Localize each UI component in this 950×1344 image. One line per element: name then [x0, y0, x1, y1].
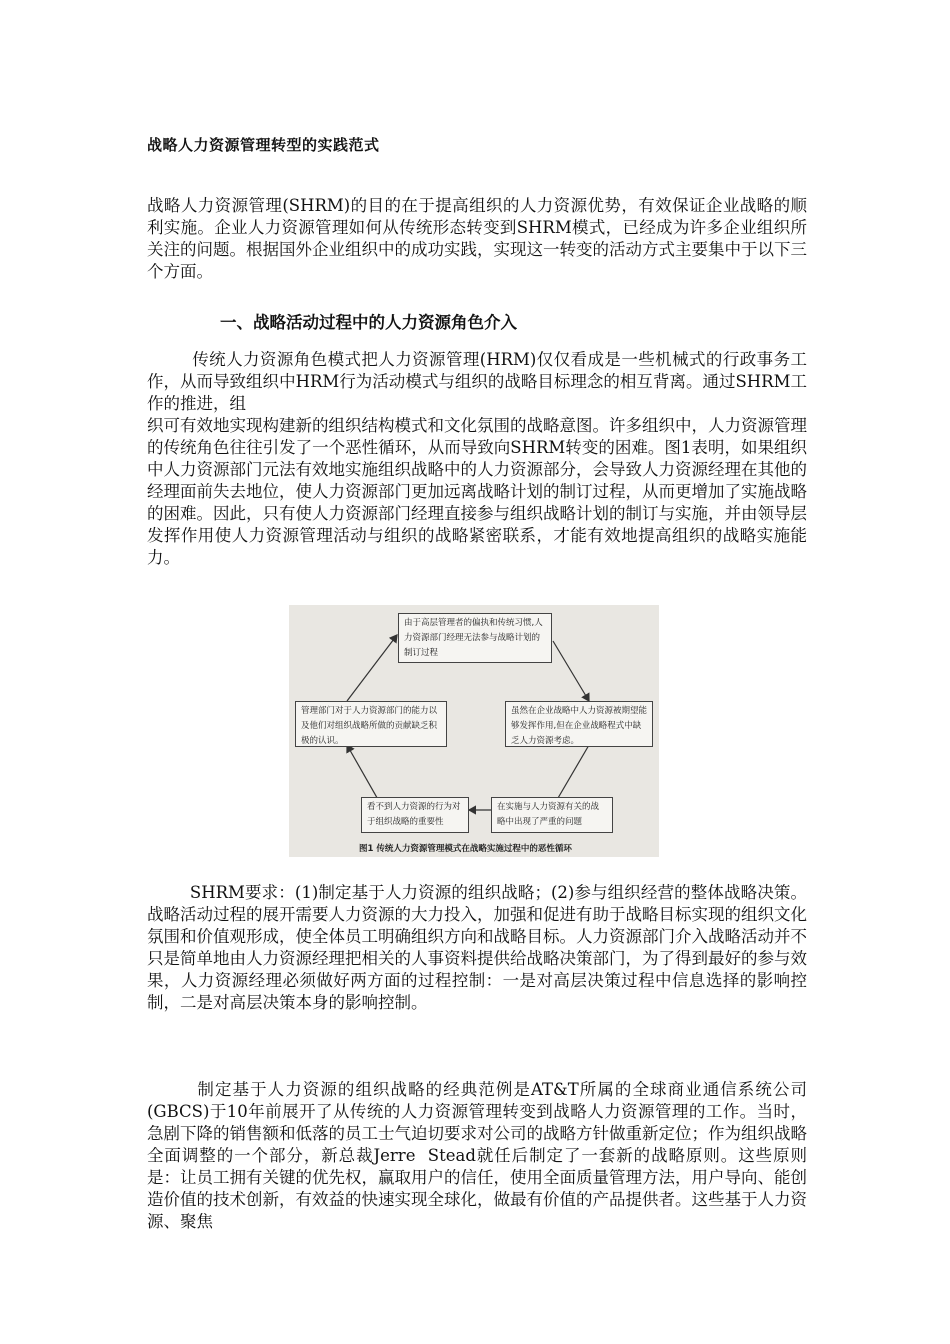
paragraph-2: SHRM要求：(1)制定基于人力资源的组织战略；(2)参与组织经营的整体战略决策。战略活动过程的展开需要人力资源的大力投入，加强和促进有助于战略目标实现的组织文化氛围和价值观形成，使全体员工明确组织方向和战略目标。人力资源部门介入战略活动并不只是简单地由人力资源经理把相关的人事资料提供给战略决策部门，为了得到最好的参与效果，人力资源经理必须做好两方面的过程控制：一是对高层决策过程中信息选择的影响控制，二是对高层决策本身的影响控制。 — [147, 883, 807, 1012]
figure-box-right: 虽然在企业战略中人力资源被期望能够发挥作用,但在企业战略程式中缺乏人力资源考虑。 — [505, 701, 653, 747]
figure-box-top: 由于高层管理者的偏执和传统习惯,人力资源部门经理无法参与战略计划的制订过程 — [398, 613, 552, 663]
document-title: 战略人力资源管理转型的实践范式 — [147, 136, 380, 154]
figure-box-bottom-right: 在实施与人力资源有关的战略中出现了严重的问题 — [491, 797, 613, 833]
intro-paragraph: 战略人力资源管理(SHRM)的目的在于提高组织的人力资源优势，有效保证企业战略的顺利实施。企业人力资源管理如何从传统形态转变到SHRM模式，已经成为许多企业组织所关注的问题。根据国外企业组织中的成功实践，实现这一转变的活动方式主要集中于以下三个方面。 — [147, 196, 807, 281]
figure-caption: 图1 传统人力资源管理模式在战略实施过程中的恶性循环 — [359, 844, 572, 854]
arrow-left-to-top — [347, 635, 397, 701]
paragraph-3: 制定基于人力资源的组织战略的经典范例是AT&T所属的全球商业通信系统公司(GBCS)于10年前展开了从传统的人力资源管理转变到战略人力资源管理的工作。当时，急剧下降的销售额和低落的员工士气迫切要求对公司的战略方针做重新定位；作为组织战略全面调整的一个部分，新总裁Jerre Stead就任后制定了一套新的战略原则。这些原则是：让员工拥有关键的优先权，赢取用户的信任，使用全面质量管理方法，用户导向、能创造价值的技术创新，有效益的快速实现全球化，做最有价值的产品提供者。这些基于人力资源、聚焦 — [147, 1080, 807, 1231]
paragraph-1: 传统人力资源角色模式把人力资源管理(HRM)仅仅看成是一些机械式的行政事务工作，从而导致组织中HRM行为活动模式与组织的战略目标理念的相互背离。通过SHRM工作的推进，组 织可有效地实现构建新的组织结构模式和文化氛围的战略意图。许多组织中，人力资源管理的传统角色往往引发了一个恶性循环，从而导致向SHRM转变的困难。图1表明，如果组织中人力资源部门元法有效地实施组织战略中的人力资源部分，会导致人力资源经理在其他的经理面前失去地位，使人力资源部门更加远离战略计划的制订过程，从而更增加了实施战略的困难。因此，只有使人力资源部门经理直接参与组织战略计划的制订与实施，并由领导层发挥作用使人力资源管理活动与组织的战略紧密联系，才能有效地提高组织的战略实施能力。 — [147, 350, 807, 567]
figure-vicious-cycle — [289, 605, 659, 857]
arrow-top-to-right — [553, 641, 589, 701]
section-heading-1: 一、战略活动过程中的人力资源角色介入 — [220, 313, 517, 332]
figure-box-left: 管理部门对于人力资源部门的能力以及他们对组织战略所做的贡献缺乏积极的认识。 — [295, 701, 447, 747]
figure-box-bottom-left: 看不到人力资源的行为对于组织战略的重要性 — [361, 797, 469, 833]
